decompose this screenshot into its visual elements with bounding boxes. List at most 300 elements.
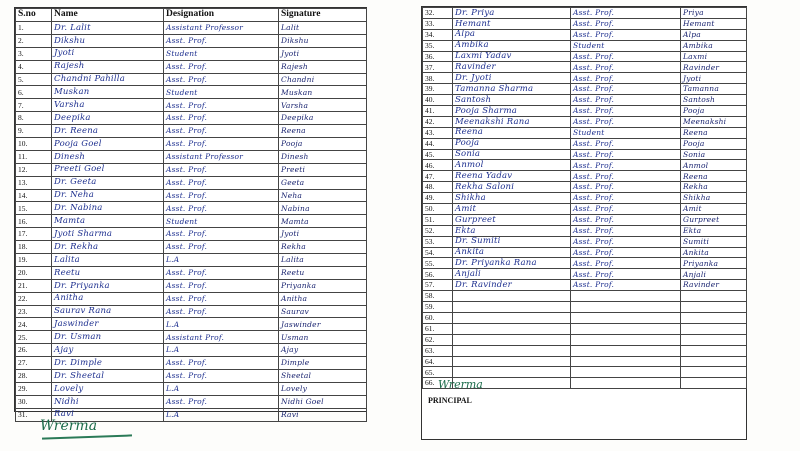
- signature-cell: Usman: [279, 331, 367, 344]
- designation-cell: L.A: [164, 344, 279, 357]
- table-row: [16, 279, 367, 292]
- name-cell: Pooja Sharma: [453, 106, 571, 117]
- bottom-signature: Wrerma: [40, 418, 98, 434]
- name-cell: Rekha Saloni: [453, 182, 571, 193]
- name-cell: Nidhi: [52, 395, 164, 408]
- signature-cell: Ravi: [279, 408, 367, 421]
- signature-cell: Ajay: [279, 344, 367, 357]
- signature-cell: Sonia: [681, 149, 747, 160]
- name-cell: Ravinder: [453, 62, 571, 73]
- table-row: [423, 323, 747, 334]
- table-row: [423, 182, 747, 193]
- name-cell: Dr. Geeta: [52, 176, 164, 189]
- table-row: [423, 40, 747, 51]
- signature-cell: Priyanka: [681, 258, 747, 269]
- table-row: [423, 84, 747, 95]
- designation-cell: L.A: [164, 254, 279, 267]
- table-row: [423, 280, 747, 291]
- name-cell: Amit: [453, 204, 571, 215]
- signature-cell: Pooja: [681, 138, 747, 149]
- sno-cell: 55.: [423, 258, 453, 269]
- signature-cell: [681, 291, 747, 302]
- name-cell: Ravi: [52, 408, 164, 421]
- designation-cell: Asst. Prof.: [571, 18, 681, 29]
- sno-cell: 52.: [423, 225, 453, 236]
- table-row: [423, 62, 747, 73]
- table-row: [16, 202, 367, 215]
- designation-cell: Asst. Prof.: [164, 370, 279, 383]
- sno-cell: 48.: [423, 182, 453, 193]
- signature-cell: [681, 302, 747, 313]
- designation-cell: Student: [164, 47, 279, 60]
- signature-cell: Santosh: [681, 95, 747, 106]
- table-row: [423, 95, 747, 106]
- table-row: [16, 86, 367, 99]
- designation-cell: Asst. Prof.: [571, 95, 681, 106]
- signature-cell: [681, 312, 747, 323]
- name-cell: Tamanna Sharma: [453, 84, 571, 95]
- table-row: [16, 189, 367, 202]
- signature-cell: Jyoti: [279, 47, 367, 60]
- sno-cell: 61.: [423, 323, 453, 334]
- name-cell: Pooja Goel: [52, 138, 164, 151]
- name-cell: Dr. Priyanka: [52, 279, 164, 292]
- table-row: [423, 193, 747, 204]
- designation-cell: Asst. Prof.: [164, 112, 279, 125]
- signature-cell: Gurpreet: [681, 214, 747, 225]
- table-row: [423, 160, 747, 171]
- sno-cell: 49.: [423, 193, 453, 204]
- name-cell: Laxmi Yadav: [453, 51, 571, 62]
- name-cell: Reena: [453, 127, 571, 138]
- name-cell: Dr. Reena: [52, 125, 164, 138]
- designation-cell: Asst. Prof.: [164, 228, 279, 241]
- sno-cell: 65.: [423, 367, 453, 378]
- sno-cell: 25.: [16, 331, 52, 344]
- signature-cell: Priyanka: [279, 279, 367, 292]
- designation-cell: Student: [164, 86, 279, 99]
- signature-cell: Lalit: [279, 22, 367, 35]
- designation-cell: L.A: [164, 382, 279, 395]
- sno-cell: 30.: [16, 395, 52, 408]
- name-cell: Meenakshi Rana: [453, 116, 571, 127]
- designation-cell: Asst. Prof.: [571, 247, 681, 258]
- designation-cell: Asst. Prof.: [164, 305, 279, 318]
- sno-cell: 63.: [423, 345, 453, 356]
- sno-cell: 10.: [16, 138, 52, 151]
- designation-cell: Asst. Prof.: [571, 51, 681, 62]
- sno-cell: 24.: [16, 318, 52, 331]
- signature-cell: Jyoti: [681, 73, 747, 84]
- sno-cell: 16.: [16, 215, 52, 228]
- name-cell: [453, 356, 571, 367]
- name-cell: [453, 312, 571, 323]
- name-cell: Dr. Priyanka Rana: [453, 258, 571, 269]
- signature-cell: Rajesh: [279, 60, 367, 73]
- designation-cell: Asst. Prof.: [571, 225, 681, 236]
- signature-cell: Shikha: [681, 193, 747, 204]
- sno-cell: 60.: [423, 312, 453, 323]
- table-row: [16, 125, 367, 138]
- signature-cell: Rekha: [279, 241, 367, 254]
- sno-cell: 17.: [16, 228, 52, 241]
- name-cell: Ambika: [453, 40, 571, 51]
- sno-cell: 36.: [423, 51, 453, 62]
- table-row: [423, 149, 747, 160]
- signature-cell: [681, 356, 747, 367]
- name-cell: Dr. Usman: [52, 331, 164, 344]
- designation-cell: Asst. Prof.: [571, 116, 681, 127]
- sno-cell: 12.: [16, 163, 52, 176]
- signature-cell: Neha: [279, 189, 367, 202]
- signature-cell: Sumiti: [681, 236, 747, 247]
- sno-cell: 54.: [423, 247, 453, 258]
- designation-cell: [571, 345, 681, 356]
- sno-cell: 20.: [16, 266, 52, 279]
- table-row: [16, 318, 367, 331]
- signature-cell: Muskan: [279, 86, 367, 99]
- sno-cell: 50.: [423, 204, 453, 215]
- table-row: [16, 331, 367, 344]
- name-cell: Hemant: [453, 18, 571, 29]
- table-row: [16, 292, 367, 305]
- designation-cell: Asst. Prof.: [571, 29, 681, 40]
- sno-cell: 56.: [423, 269, 453, 280]
- name-cell: Lalita: [52, 254, 164, 267]
- table-row: [16, 215, 367, 228]
- sno-cell: 37.: [423, 62, 453, 73]
- name-cell: Dr. Sumiti: [453, 236, 571, 247]
- designation-cell: Asst. Prof.: [164, 73, 279, 86]
- table-row: [423, 29, 747, 40]
- sno-cell: 51.: [423, 214, 453, 225]
- table-row: [423, 204, 747, 215]
- sno-cell: 62.: [423, 334, 453, 345]
- designation-cell: L.A: [164, 408, 279, 421]
- name-cell: Dikshu: [52, 34, 164, 47]
- name-cell: Varsha: [52, 99, 164, 112]
- name-cell: Ajay: [52, 344, 164, 357]
- name-cell: Shikha: [453, 193, 571, 204]
- sno-cell: 58.: [423, 291, 453, 302]
- table-row: [423, 269, 747, 280]
- signature-cell: Rekha: [681, 182, 747, 193]
- name-cell: Jyoti Sharma: [52, 228, 164, 241]
- signature-cell: Anjali: [681, 269, 747, 280]
- name-cell: Dr. Neha: [52, 189, 164, 202]
- designation-cell: Asst. Prof.: [164, 357, 279, 370]
- table-row: [16, 150, 367, 163]
- designation-cell: Asst. Prof.: [571, 149, 681, 160]
- sno-cell: 66.: [423, 378, 453, 389]
- designation-cell: Asst. Prof.: [571, 236, 681, 247]
- signature-cell: Reena: [681, 171, 747, 182]
- designation-cell: Asst. Prof.: [164, 163, 279, 176]
- table-row: [16, 34, 367, 47]
- sno-cell: 43.: [423, 127, 453, 138]
- signature-cell: Pooja: [279, 138, 367, 151]
- signature-cell: Priya: [681, 8, 747, 19]
- name-cell: Gurpreet: [453, 214, 571, 225]
- name-cell: Ankita: [453, 247, 571, 258]
- sno-cell: 31.: [16, 408, 52, 421]
- signature-cell: Jaswinder: [279, 318, 367, 331]
- table-row: [423, 291, 747, 302]
- designation-cell: Asst. Prof.: [571, 160, 681, 171]
- principal-label: PRINCIPAL: [428, 396, 472, 405]
- table-row: [16, 266, 367, 279]
- table-row: [16, 344, 367, 357]
- name-cell: [453, 302, 571, 313]
- sno-cell: 9.: [16, 125, 52, 138]
- signature-cell: Geeta: [279, 176, 367, 189]
- name-cell: Deepika: [52, 112, 164, 125]
- signature-cell: Hemant: [681, 18, 747, 29]
- sno-cell: 23.: [16, 305, 52, 318]
- signature-cell: Saurav: [279, 305, 367, 318]
- header-sno: S.no: [16, 9, 52, 22]
- name-cell: Pooja: [453, 138, 571, 149]
- sno-cell: 44.: [423, 138, 453, 149]
- name-cell: Jaswinder: [52, 318, 164, 331]
- sno-cell: 39.: [423, 84, 453, 95]
- designation-cell: Asst. Prof.: [164, 241, 279, 254]
- designation-cell: [571, 334, 681, 345]
- name-cell: Lovely: [52, 382, 164, 395]
- name-cell: Chandni Pahilla: [52, 73, 164, 86]
- table-row: [423, 127, 747, 138]
- table-row: [16, 163, 367, 176]
- sno-cell: 38.: [423, 73, 453, 84]
- sno-cell: 57.: [423, 280, 453, 291]
- name-cell: Dr. Nabina: [52, 202, 164, 215]
- sno-cell: 15.: [16, 202, 52, 215]
- table-row: [423, 345, 747, 356]
- signature-cell: Ambika: [681, 40, 747, 51]
- sno-cell: 2.: [16, 34, 52, 47]
- sno-cell: 14.: [16, 189, 52, 202]
- signature-cell: Ravinder: [681, 280, 747, 291]
- designation-cell: Asst. Prof.: [571, 258, 681, 269]
- signature-cell: Mamta: [279, 215, 367, 228]
- name-cell: Dr. Rekha: [52, 241, 164, 254]
- signature-cell: [681, 323, 747, 334]
- sno-cell: 32.: [423, 8, 453, 19]
- principal-area: [422, 376, 746, 439]
- designation-cell: Asst. Prof.: [571, 171, 681, 182]
- name-cell: Anmol: [453, 160, 571, 171]
- signature-cell: Sheetal: [279, 370, 367, 383]
- designation-cell: Asst. Prof.: [164, 292, 279, 305]
- signature-cell: Laxmi: [681, 51, 747, 62]
- signature-cell: Reena: [681, 127, 747, 138]
- table-row: [16, 176, 367, 189]
- signature-cell: Lovely: [279, 382, 367, 395]
- name-cell: Reetu: [52, 266, 164, 279]
- signature-cell: Meenakshi: [681, 116, 747, 127]
- sno-cell: 46.: [423, 160, 453, 171]
- left-attendance-sheet: [14, 7, 367, 420]
- signature-cell: Anmol: [681, 160, 747, 171]
- designation-cell: Asst. Prof.: [164, 279, 279, 292]
- sno-cell: 26.: [16, 344, 52, 357]
- sno-cell: 64.: [423, 356, 453, 367]
- sno-cell: 21.: [16, 279, 52, 292]
- header-designation: Designation: [164, 9, 279, 22]
- sno-cell: 29.: [16, 382, 52, 395]
- name-cell: Jyoti: [52, 47, 164, 60]
- table-row: [423, 171, 747, 182]
- designation-cell: [571, 323, 681, 334]
- sno-cell: 53.: [423, 236, 453, 247]
- header-name: Name: [52, 9, 164, 22]
- sno-cell: 59.: [423, 302, 453, 313]
- designation-cell: Student: [164, 215, 279, 228]
- table-row: [423, 116, 747, 127]
- signature-cell: Dikshu: [279, 34, 367, 47]
- signature-cell: Anitha: [279, 292, 367, 305]
- designation-cell: Assistant Professor: [164, 22, 279, 35]
- name-cell: Reena Yadav: [453, 171, 571, 182]
- table-row: [16, 357, 367, 370]
- name-cell: Saurav Rana: [52, 305, 164, 318]
- designation-cell: Asst. Prof.: [164, 189, 279, 202]
- designation-cell: Student: [571, 127, 681, 138]
- name-cell: Rajesh: [52, 60, 164, 73]
- table-row: [423, 236, 747, 247]
- name-cell: Dr. Lalit: [52, 22, 164, 35]
- designation-cell: Asst. Prof.: [164, 99, 279, 112]
- name-cell: [453, 334, 571, 345]
- right-attendance-table: [422, 7, 747, 389]
- table-row: [423, 73, 747, 84]
- table-row: [423, 214, 747, 225]
- sno-cell: 42.: [423, 116, 453, 127]
- table-row: [16, 73, 367, 86]
- sno-cell: 7.: [16, 99, 52, 112]
- name-cell: Preeti Goel: [52, 163, 164, 176]
- name-cell: Dinesh: [52, 150, 164, 163]
- designation-cell: Student: [571, 40, 681, 51]
- sno-cell: 8.: [16, 112, 52, 125]
- table-row: [16, 47, 367, 60]
- table-row: [16, 395, 367, 408]
- designation-cell: Asst. Prof.: [164, 176, 279, 189]
- designation-cell: Asst. Prof.: [164, 266, 279, 279]
- sno-cell: 41.: [423, 106, 453, 117]
- table-row: [423, 356, 747, 367]
- name-cell: Alpa: [453, 29, 571, 40]
- signature-cell: Ravinder: [681, 62, 747, 73]
- table-row: [423, 258, 747, 269]
- table-header-row: [16, 9, 367, 22]
- name-cell: Dr. Dimple: [52, 357, 164, 370]
- signature-cell: Chandni: [279, 73, 367, 86]
- sno-cell: 35.: [423, 40, 453, 51]
- table-row: [16, 228, 367, 241]
- signature-cell: Nidhi Goel: [279, 395, 367, 408]
- name-cell: Anjali: [453, 269, 571, 280]
- table-row: [16, 138, 367, 151]
- table-row: [423, 312, 747, 323]
- sno-cell: 4.: [16, 60, 52, 73]
- name-cell: Dr. Sheetal: [52, 370, 164, 383]
- signature-cell: Ankita: [681, 247, 747, 258]
- table-row: [16, 370, 367, 383]
- table-row: [423, 302, 747, 313]
- designation-cell: [571, 356, 681, 367]
- name-cell: Ekta: [453, 225, 571, 236]
- designation-cell: Asst. Prof.: [571, 106, 681, 117]
- signature-cell: Jyoti: [279, 228, 367, 241]
- table-row: [423, 51, 747, 62]
- name-cell: Dr. Jyoti: [453, 73, 571, 84]
- sno-cell: 18.: [16, 241, 52, 254]
- table-row: [16, 305, 367, 318]
- signature-cell: Ekta: [681, 225, 747, 236]
- principal-signature: Wrerma: [438, 378, 483, 391]
- designation-cell: Asst. Prof.: [571, 84, 681, 95]
- left-attendance-table: [15, 8, 367, 422]
- table-row: [16, 60, 367, 73]
- name-cell: [453, 345, 571, 356]
- sno-cell: 5.: [16, 73, 52, 86]
- sno-cell: 45.: [423, 149, 453, 160]
- signature-cell: [681, 345, 747, 356]
- designation-cell: [571, 291, 681, 302]
- sno-cell: 6.: [16, 86, 52, 99]
- table-row: [423, 106, 747, 117]
- signature-cell: Dinesh: [279, 150, 367, 163]
- designation-cell: Asst. Prof.: [164, 34, 279, 47]
- table-row: [16, 22, 367, 35]
- sno-cell: 1.: [16, 22, 52, 35]
- signature-cell: Pooja: [681, 106, 747, 117]
- name-cell: Dr. Priya: [453, 8, 571, 19]
- sno-cell: 33.: [423, 18, 453, 29]
- sno-cell: 27.: [16, 357, 52, 370]
- signature-cell: Preeti: [279, 163, 367, 176]
- designation-cell: Asst. Prof.: [571, 62, 681, 73]
- sno-cell: 19.: [16, 254, 52, 267]
- designation-cell: Asst. Prof.: [164, 60, 279, 73]
- designation-cell: Assistant Prof.: [164, 331, 279, 344]
- table-row: [423, 138, 747, 149]
- sno-cell: 28.: [16, 370, 52, 383]
- designation-cell: Asst. Prof.: [571, 73, 681, 84]
- signature-cell: Alpa: [681, 29, 747, 40]
- signature-cell: Deepika: [279, 112, 367, 125]
- name-cell: Santosh: [453, 95, 571, 106]
- designation-cell: Assistant Professor: [164, 150, 279, 163]
- header-signature: Signature: [279, 9, 367, 22]
- designation-cell: Asst. Prof.: [571, 138, 681, 149]
- signature-cell: Reetu: [279, 266, 367, 279]
- table-row: [423, 225, 747, 236]
- sno-cell: 13.: [16, 176, 52, 189]
- sno-cell: 22.: [16, 292, 52, 305]
- signature-cell: Reena: [279, 125, 367, 138]
- designation-cell: Asst. Prof.: [571, 214, 681, 225]
- table-row: [16, 254, 367, 267]
- table-row: [423, 334, 747, 345]
- sno-cell: 34.: [423, 29, 453, 40]
- designation-cell: Asst. Prof.: [571, 193, 681, 204]
- designation-cell: [571, 302, 681, 313]
- sno-cell: 11.: [16, 150, 52, 163]
- signature-cell: Amit: [681, 204, 747, 215]
- designation-cell: Asst. Prof.: [164, 138, 279, 151]
